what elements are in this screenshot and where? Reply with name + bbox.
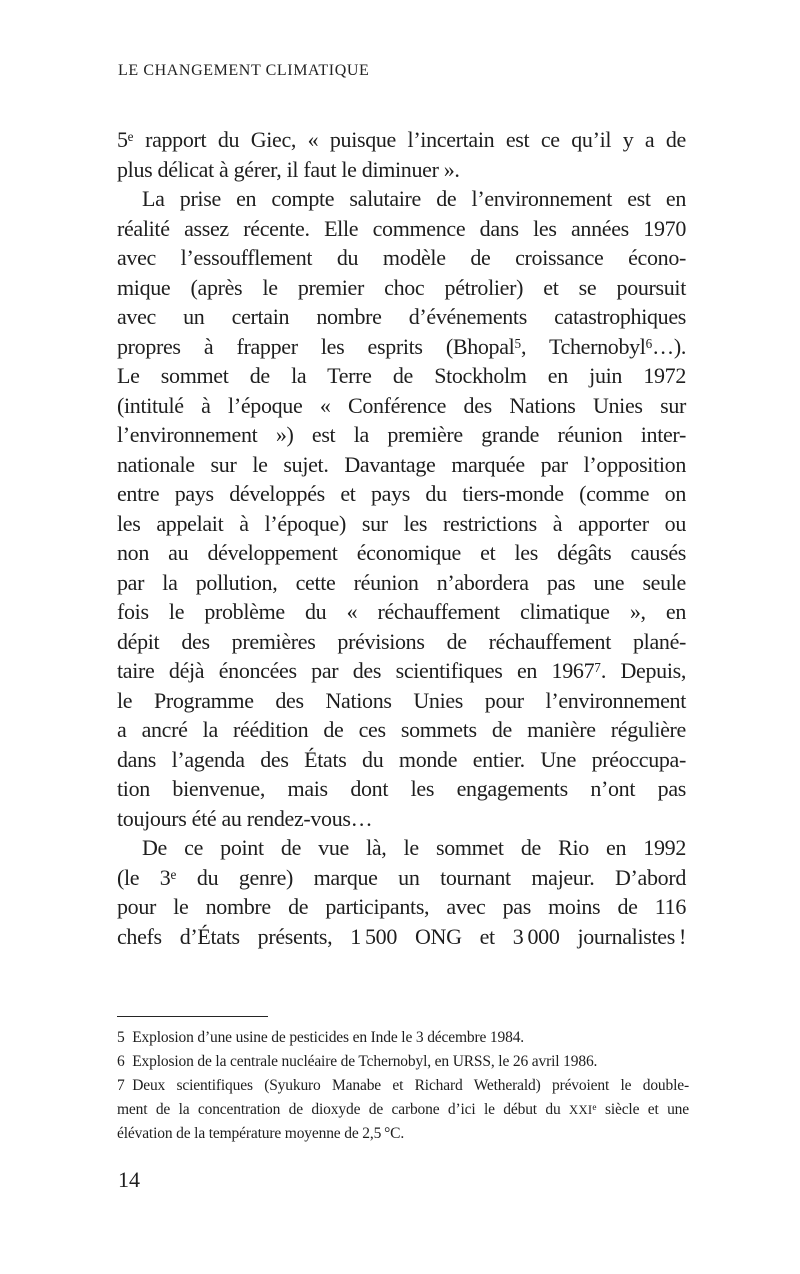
superscript-reference: 7 (594, 660, 601, 676)
body-text-line: De ce point de vue là, le sommet de Rio en 1992 (142, 835, 686, 860)
body-text-line: l’environnement ») est la première grande réunion inter- (117, 422, 686, 447)
body-text-line: dépit des premières prévisions de réchauffement plané- (117, 628, 686, 654)
body-text-line: La prise en compte salutaire de l’environnement est en (142, 186, 686, 211)
body-text-line: dans l’agenda des États du monde entier. Une préoccupa- (117, 746, 686, 772)
footnote-line: 6 Explosion de la centrale nucléaire de Tchernobyl, en URSS, le 26 avril 1986. (117, 1053, 598, 1070)
body-text-line: tion bienvenue, mais dont les engagements n’ont pas (117, 776, 686, 801)
footnote-line: ment de la concentration de dioxyde de carbone d’ici le début du XXIe siècle et une (117, 1101, 689, 1118)
body-text-line: non au développement économique et les dégâts causés (117, 540, 686, 565)
superscript-reference: 5 (514, 335, 522, 351)
small-caps-text: XXI (569, 1103, 593, 1117)
page-number: 14 (118, 1167, 140, 1192)
superscript-reference: e (592, 1102, 597, 1113)
body-text-line: les appelait à l’époque) sur les restrictions à apporter ou (117, 510, 686, 536)
body-text-line: pour le nombre de participants, avec pas moins de 116 (117, 894, 686, 919)
body-text-line: avec un certain nombre d’événements catastrophiques (117, 304, 686, 329)
running-header: LE CHANGEMENT CLIMATIQUE (118, 62, 370, 79)
body-text-line: par la pollution, cette réunion n’abordera pas une seule (117, 569, 686, 595)
body-text-line: propres à frapper les esprits (Bhopal$^5$, Tchernobyl$^6$…). (117, 333, 687, 359)
footnotes (117, 1026, 689, 1146)
footnote-line: 7 Deux scientifiques (Syukuro Manabe et Richard Wetherald) prévoient le double- (117, 1077, 689, 1094)
body-text-line: avec l’essoufflement du modèle de croissance écono- (117, 245, 686, 270)
body-text-line: 5e rapport du Giec, « puisque l’incertain est ce qu’il y a de (117, 127, 686, 152)
body-text-line: mique (après le premier choc pétrolier) et se poursuit (117, 274, 686, 300)
body-text-line: réalité assez récente. Elle commence dans les années 1970 (117, 215, 686, 241)
superscript-reference: e (127, 129, 134, 145)
body-text-line: chefs d’États présents, 1 500 ONG et 3 000 journalistes ! (117, 923, 686, 949)
body-text-line: fois le problème du « réchauffement climatique », en (117, 599, 686, 624)
body-text (117, 125, 686, 951)
superscript-reference: 6 (645, 335, 653, 351)
footnote-line: 5 Explosion d’une usine de pesticides en Inde le 3 décembre 1984. (117, 1029, 525, 1046)
body-text-line: le Programme des Nations Unies pour l’environnement (117, 687, 686, 713)
body-text-line: plus délicat à gérer, il faut le diminuer ». (117, 156, 460, 182)
body-text-line: entre pays développés et pays du tiers-monde (comme on (117, 481, 686, 506)
body-text-line: nationale sur le sujet. Davantage marquée par l’opposition (117, 451, 686, 477)
footnote-line: élévation de la température moyenne de 2,5 °C. (117, 1125, 405, 1142)
body-text-line: (le 3e du genre) marque un tournant majeur. D’abord (117, 864, 686, 890)
body-text-line: (intitulé à l’époque « Conférence des Nations Unies sur (117, 392, 686, 418)
body-text-line: Le sommet de la Terre de Stockholm en juin 1972 (117, 363, 686, 388)
body-text-line: taire déjà énoncées par des scientifiques en 1967$^7$. Depuis, (117, 658, 686, 683)
superscript-reference: e (170, 866, 177, 882)
footnote-separator-rule (117, 1016, 268, 1017)
body-text-line: toujours été au rendez-vous… (117, 805, 373, 831)
body-text-line: a ancré la réédition de ces sommets de manière régulière (117, 717, 686, 742)
